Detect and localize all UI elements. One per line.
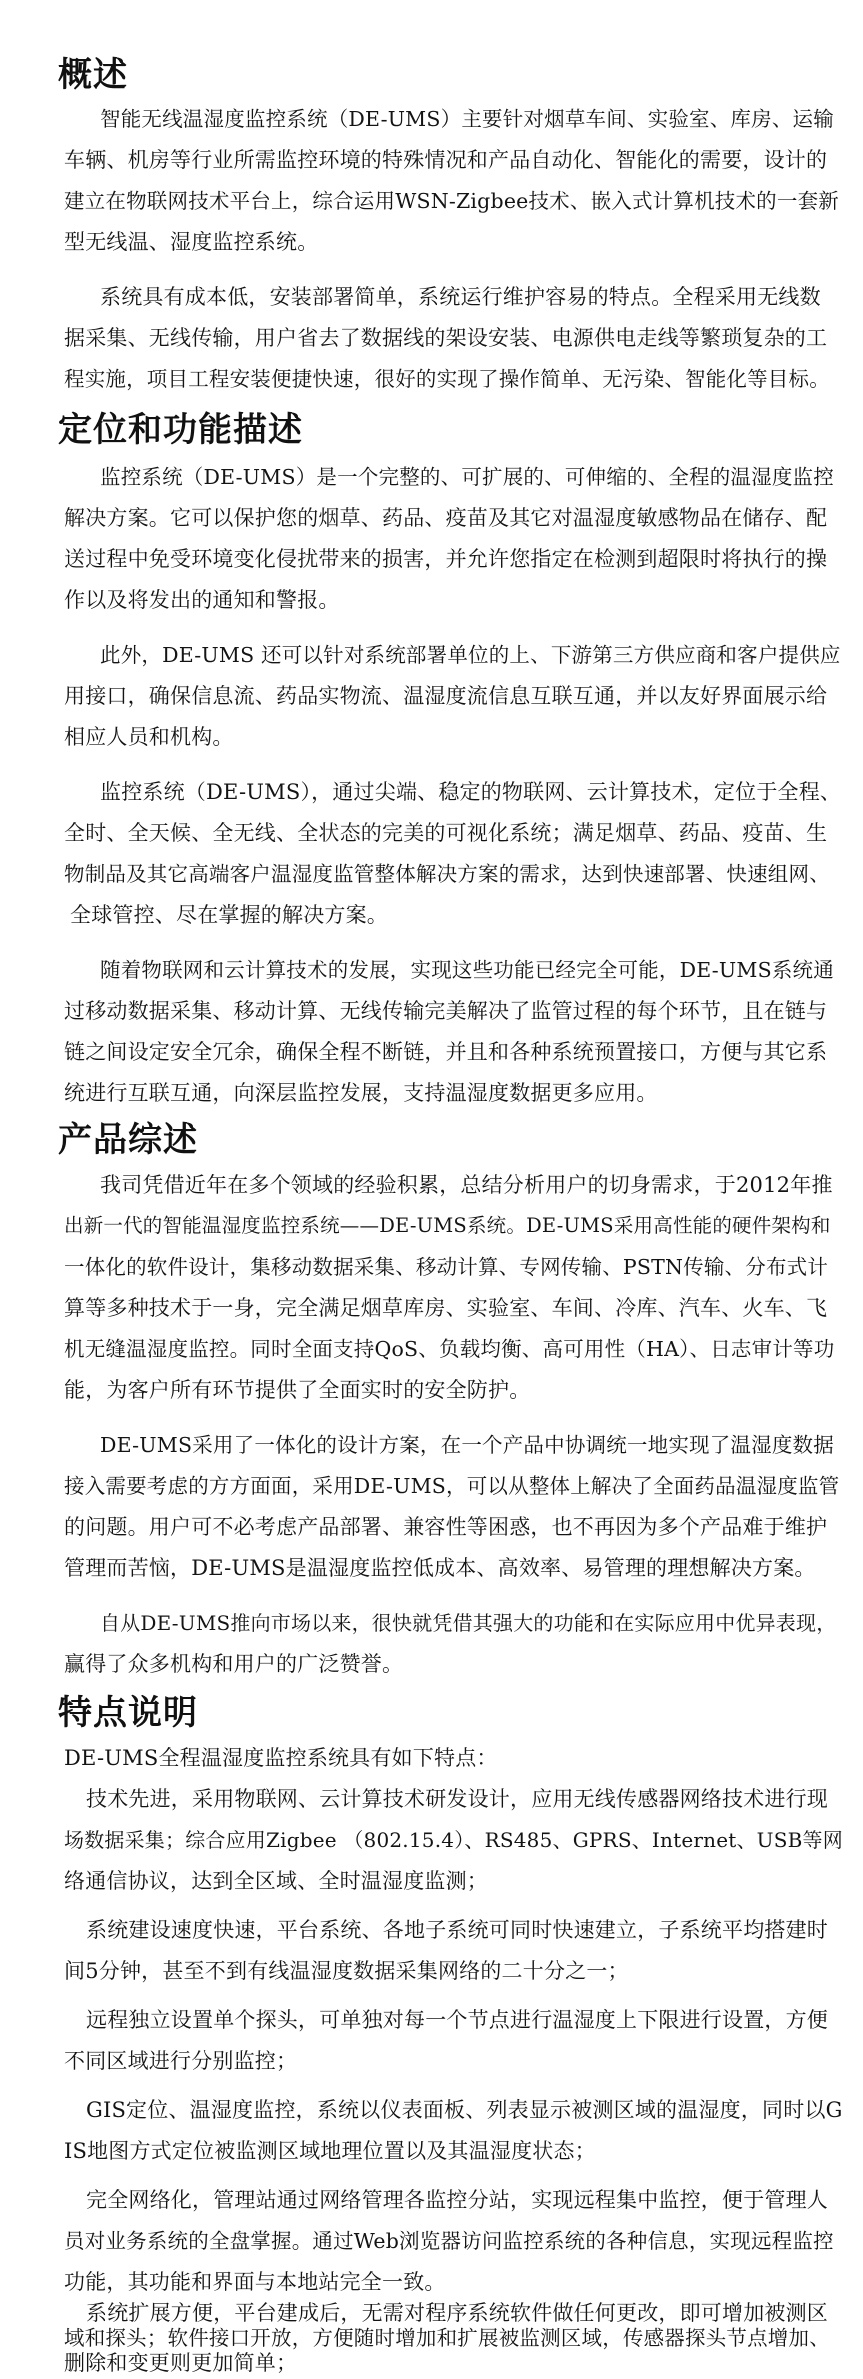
paragraph-line: 监控系统（DE-UMS）是一个完整的、可扩展的、可伸缩的、全程的温湿度监控	[100, 465, 834, 489]
paragraph-line: 送过程中免受环境变化侵扰带来的损害，并允许您指定在检测到超限时将执行的操	[64, 547, 828, 571]
paragraph-line: 接入需要考虑的方方面面，采用DE-UMS，可以从整体上解决了全面药品温湿度监管	[64, 1474, 840, 1498]
paragraph-line: 的问题。用户可不必考虑产品部署、兼容性等困惑，也不再因为多个产品难于维护	[64, 1515, 828, 1539]
paragraph-line: 域和探头；软件接口开放，方便随时增加和扩展被监测区域，传感器探头节点增加、	[64, 2326, 830, 2350]
paragraph-line: 间5分钟，甚至不到有线温湿度数据采集网络的二十分之一；	[64, 1959, 629, 1983]
section-heading-positioning: 定位和功能描述	[58, 410, 303, 450]
paragraph-line: 完全网络化，管理站通过网络管理各监控分站，实现远程集中监控，便于管理人	[86, 2188, 828, 2212]
section-heading-product-overview: 产品综述	[58, 1120, 198, 1160]
paragraph-line: 功能，其功能和界面与本地站完全一致。	[64, 2270, 446, 2294]
paragraph-line: 算等多种技术于一身，完全满足烟草库房、实验室、车间、冷库、汽车、火车、飞	[64, 1296, 828, 1320]
paragraph-line: 全时、全天候、全无线、全状态的完美的可视化系统；满足烟草、药品、疫苗、生	[64, 821, 828, 845]
paragraph-line: 一体化的软件设计，集移动数据采集、移动计算、专网传输、PSTN传输、分布式计	[64, 1255, 829, 1279]
paragraph-line: 出新一代的智能温湿度监控系统——DE-UMS系统。DE-UMS采用高性能的硬件架构和	[64, 1214, 831, 1237]
paragraph-line: 我司凭借近年在多个领域的经验积累，总结分析用户的切身需求，于2012年推	[100, 1173, 833, 1197]
paragraph-line: 远程独立设置单个探头，可单独对每一个节点进行温湿度上下限进行设置，方便	[86, 2008, 828, 2032]
paragraph-line: 解决方案。它可以保护您的烟草、药品、疫苗及其它对温湿度敏感物品在储存、配	[64, 506, 828, 530]
paragraph-line: 不同区域进行分别监控；	[64, 2049, 298, 2073]
paragraph-line: 建立在物联网技术平台上，综合运用WSN-Zigbee技术、嵌入式计算机技术的一套新	[64, 189, 839, 213]
paragraph-line: 统进行互联互通，向深层监控发展，支持温湿度数据更多应用。	[64, 1081, 658, 1105]
paragraph-line: 技术先进，采用物联网、云计算技术研发设计，应用无线传感器网络技术进行现	[86, 1787, 828, 1811]
paragraph-line: GIS定位、温湿度监控，系统以仪表面板、列表显示被测区域的温湿度，同时以G	[86, 2098, 843, 2122]
paragraph-line: 系统具有成本低，安装部署简单，系统运行维护容易的特点。全程采用无线数	[100, 285, 821, 309]
paragraph-line: 相应人员和机构。	[64, 725, 234, 749]
paragraph-line: 链之间设定安全冗余，确保全程不断链，并且和各种系统预置接口，方便与其它系	[64, 1040, 828, 1064]
paragraph-line: 员对业务系统的全盘掌握。通过Web浏览器访问监控系统的各种信息，实现远程监控	[64, 2229, 834, 2253]
paragraph-line: 作以及将发出的通知和警报。	[64, 588, 340, 612]
paragraph-line: 管理而苦恼，DE-UMS是温湿度监控低成本、高效率、易管理的理想解决方案。	[64, 1556, 816, 1580]
paragraph-line: 场数据采集；综合应用Zigbee （802.15.4）、RS485、GPRS、Internet、USB等网	[64, 1828, 843, 1852]
paragraph-line: 全球管控、尽在掌握的解决方案。	[70, 903, 388, 927]
paragraph-line: 此外，DE-UMS 还可以针对系统部署单位的上、下游第三方供应商和客户提供应	[100, 643, 841, 667]
paragraph-line: 系统建设速度快速，平台系统、各地子系统可同时快速建立，子系统平均搭建时	[86, 1918, 828, 1942]
paragraph-line: 据采集、无线传输，用户省去了数据线的架设安装、电源供电走线等繁琐复杂的工	[64, 326, 828, 350]
paragraph-line: 型无线温、湿度监控系统。	[64, 230, 319, 254]
paragraph-line: 络通信协议，达到全区域、全时温湿度监测；	[64, 1869, 488, 1893]
paragraph-line: 过移动数据采集、移动计算、无线传输完美解决了监管过程的每个环节，且在链与	[64, 999, 828, 1023]
paragraph-line: 用接口，确保信息流、药品实物流、温湿度流信息互联互通，并以友好界面展示给	[64, 684, 828, 708]
paragraph-line: 机无缝温湿度监控。同时全面支持QoS、负载均衡、高可用性（HA）、日志审计等功	[64, 1337, 835, 1361]
paragraph-line: DE-UMS全程温湿度监控系统具有如下特点：	[64, 1746, 498, 1770]
paragraph-line: 车辆、机房等行业所需监控环境的特殊情况和产品自动化、智能化的需要，设计的	[64, 148, 828, 172]
paragraph-line: 自从DE-UMS推向市场以来，很快就凭借其强大的功能和在实际应用中优异表现，	[100, 1611, 837, 1635]
paragraph-line: 系统扩展方便，平台建成后，无需对程序系统软件做任何更改，即可增加被测区	[86, 2301, 828, 2325]
section-heading-features: 特点说明	[58, 1693, 198, 1733]
paragraph-line: 删除和变更则更加简单；	[64, 2351, 298, 2375]
paragraph-line: 监控系统（DE-UMS），通过尖端、稳定的物联网、云计算技术，定位于全程、	[100, 780, 842, 804]
paragraph-line: 物制品及其它高端客户温湿度监管整体解决方案的需求，达到快速部署、快速组网、	[64, 862, 830, 886]
paragraph-line: DE-UMS采用了一体化的设计方案，在一个产品中协调统一地实现了温湿度数据	[100, 1433, 834, 1457]
paragraph-line: 智能无线温湿度监控系统（DE-UMS）主要针对烟草车间、实验室、库房、运输	[100, 107, 834, 131]
paragraph-line: 赢得了众多机构和用户的广泛赞誉。	[64, 1652, 404, 1676]
paragraph-line: 随着物联网和云计算技术的发展，实现这些功能已经完全可能，DE-UMS系统通	[100, 958, 834, 982]
paragraph-line: IS地图方式定位被监测区域地理位置以及其温湿度状态；	[64, 2139, 596, 2163]
paragraph-line: 程实施，项目工程安装便捷快速，很好的实现了操作简单、无污染、智能化等目标。	[64, 367, 830, 391]
section-heading-overview: 概述	[58, 55, 128, 95]
paragraph-line: 能，为客户所有环节提供了全面实时的安全防护。	[64, 1378, 531, 1402]
